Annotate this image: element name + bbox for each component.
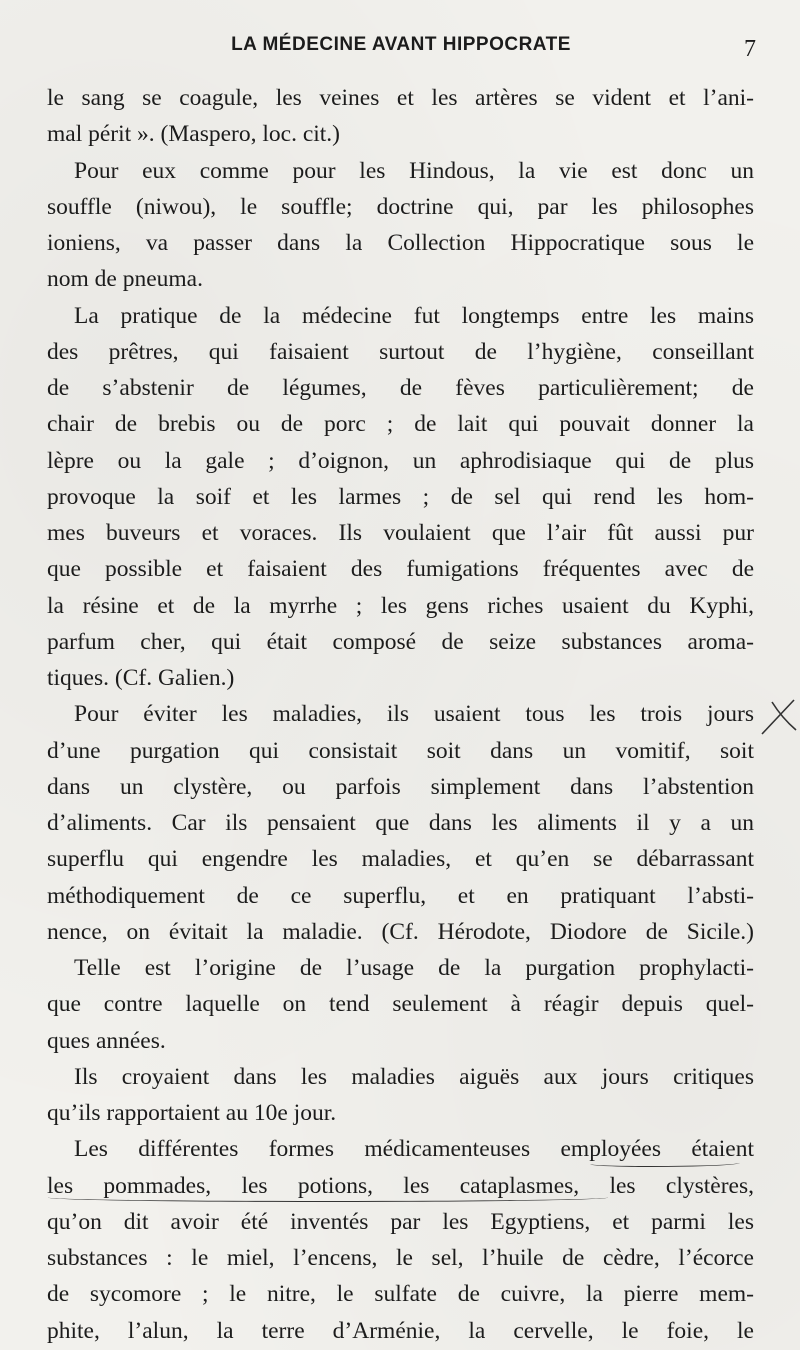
text-line: que contre laquelle on tend seulement à réagir depuis quel- — [47, 991, 754, 1018]
text-line: ioniens, va passer dans la Collection Hippocratique sous le — [47, 230, 754, 256]
text-line: le sang se coagule, les veines et les artères se vident et l’ani- — [47, 85, 754, 111]
text-line: Les différentes formes médicamenteuses employées étaient — [74, 1136, 754, 1163]
pencil-underline — [48, 1193, 608, 1202]
text-line: nom de pneuma. — [47, 266, 203, 293]
text-line: des prêtres, qui faisaient surtout de l’hygiène, conseillant — [47, 338, 754, 365]
text-line: mes buveurs et voraces. Ils voulaient que l’air fût aussi pur — [47, 520, 754, 546]
text-line: souffle (niwou), le souffle; doctrine qui, par les philosophes — [47, 193, 754, 220]
text-line: chair de brebis ou de porc ; de lait qui pouvait donner la — [47, 411, 754, 438]
text-line: Ils croyaient dans les maladies aiguës aux jours critiques — [74, 1063, 754, 1090]
text-line: que possible et faisaient des fumigations fréquentes avec de — [47, 556, 754, 583]
page-header — [46, 34, 756, 64]
text-line: de sycomore ; le nitre, le sulfate de cuivre, la pierre mem- — [47, 1281, 754, 1308]
text-line: la résine et de la myrrhe ; les gens riches usaient du Kyphi, — [47, 592, 754, 619]
text-line: qu’ils rapportaient au 10e jour. — [47, 1100, 337, 1126]
text-line: parfum cher, qui était composé de seize substances aroma- — [47, 628, 754, 655]
text-line: les pommades, les potions, les cataplasmes, les clystères, — [47, 1172, 754, 1199]
text-line: d’aliments. Car ils pensaient que dans les aliments il y a un — [47, 810, 754, 836]
body-text — [47, 80, 754, 1349]
text-line: mal périt ». (Maspero, loc. cit.) — [47, 121, 341, 148]
page-number: 7 — [744, 36, 756, 62]
text-line: La pratique de la médecine fut longtemps entre les mains — [74, 302, 754, 329]
text-line: Telle est l’origine de l’usage de la purgation prophylacti- — [74, 955, 754, 981]
text-line: de s’abstenir de légumes, de fèves particulièrement; de — [47, 375, 754, 401]
text-line: Pour éviter les maladies, ils usaient tous les trois jours — [74, 701, 754, 728]
text-line: d’une purgation qui consistait soit dans un vomitif, soit — [47, 737, 754, 764]
text-line: ques années. — [47, 1027, 166, 1054]
text-line: tiques. (Cf. Galien.) — [47, 665, 235, 691]
text-line: superflu qui engendre les maladies, et qu’en se débarrassant — [47, 846, 754, 873]
margin-cross-mark — [758, 694, 798, 738]
text-line: méthodiquement de ce superflu, et en pratiquant l’absti- — [47, 882, 754, 909]
text-line: Pour eux comme pour les Hindous, la vie est donc un — [74, 157, 754, 184]
text-line: lèpre ou la gale ; d’oignon, un aphrodisiaque qui de plus — [47, 447, 754, 474]
text-line: dans un clystère, ou parfois simplement dans l’abstention — [47, 773, 754, 800]
running-title: LA MÉDECINE AVANT HIPPOCRATE — [231, 34, 571, 55]
text-line: nence, on évitait la maladie. (Cf. Hérodote, Diodore de Sicile.) — [47, 918, 754, 945]
text-line: qu’on dit avoir été inventés par les Egyptiens, et parmi les — [47, 1208, 754, 1235]
text-line: phite, l’alun, la terre d’Arménie, la cervelle, le foie, le — [47, 1317, 754, 1344]
text-line: provoque la soif et les larmes ; de sel qui rend les hom- — [47, 483, 754, 510]
text-line: substances : le miel, l’encens, le sel, l’huile de cèdre, l’écorce — [47, 1245, 754, 1271]
